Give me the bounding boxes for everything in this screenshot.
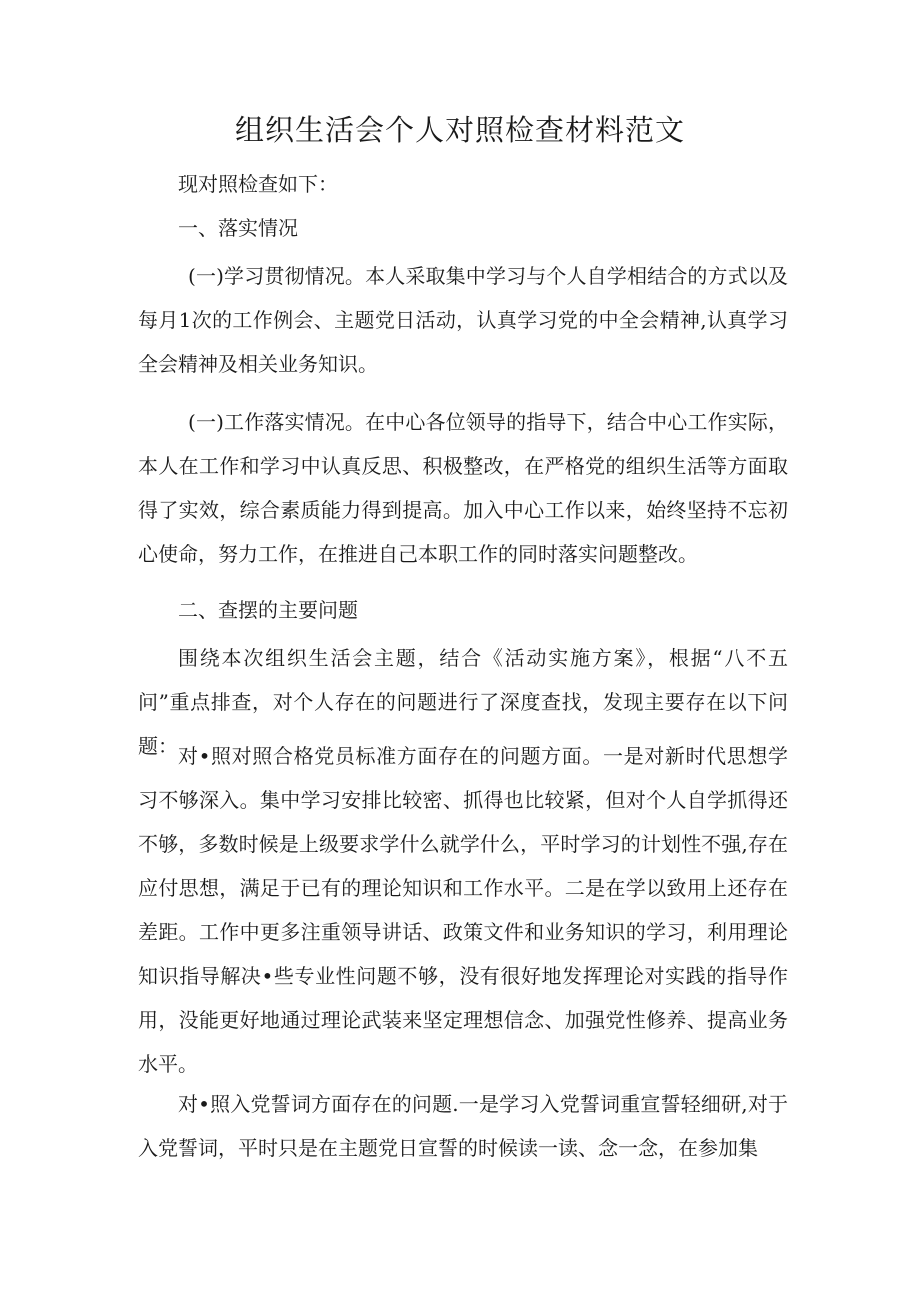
- paragraph-work-implementation: (一)工作落实情况。在中心各位领导的指导下，结合中心工作实际，本人在工作和学习中认真反思、积极整改，在严格党的组织生活等方面取得了实效，综合素质能力得到提高。加入中心工作以来，始终坚持不忘初心使命，努力工作，在推进自己本职工作的同时落实问题整改。: [138, 410, 788, 566]
- paragraph-party-oath: 对•照入党誓词方面存在的问题.一是学习入党誓词重宣誓轻细研,对于入党誓词，平时只是在主题党日宣誓的时候读一读、念一念，在参加集: [138, 1092, 788, 1160]
- paragraph-problem-intro: 围绕本次组织生活会主题，结合《活动实施方案》，根据“八不五问”重点排查，对个人存在的问题进行了深度查找，发现主要存在以下问题：: [138, 646, 788, 758]
- section1-heading: 一、落实情况: [178, 216, 298, 240]
- section2-heading: 二、查摆的主要问题: [178, 598, 358, 622]
- intro-line: 现对照检查如下：: [178, 172, 338, 196]
- paragraph-study-implementation: (一)学习贯彻情况。本人采取集中学习与个人自学相结合的方式以及每月1次的工作例会、主题党日活动，认真学习党的中全会精神,认真学习全会精神及相关业务知识。: [138, 264, 788, 376]
- document-title: 组织生活会个人对照检查材料范文: [234, 113, 685, 147]
- paragraph-party-member-standard: 对•照对照合格党员标准方面存在的问题方面。一是对新时代思想学习不够深入。集中学习安排比较密、抓得也比较紧，但对个人自学抓得还不够，多数时候是上级要求学什么就学什么，平时学习的计划性不强,存在应付思想，满足于已有的理论知识和工作水平。二是在学以致用上还存在差距。工作中更多注重领导讲话、政策文件和业务知识的学习，利用理论知识指导解决•些专业性问题不够，没有很好地发挥理论对实践的指导作用，没能更好地通过理论武装来坚定理想信念、加强党性修养、提高业务水平。: [138, 744, 788, 1076]
